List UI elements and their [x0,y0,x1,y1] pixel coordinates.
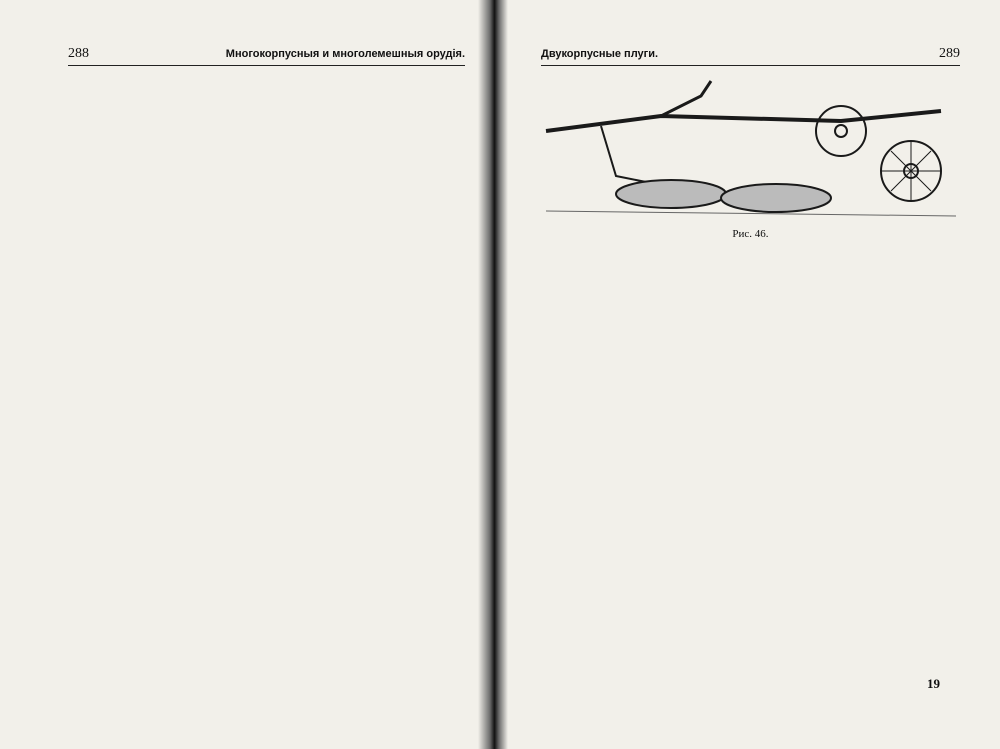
right-running-title: Двукорпусные плуги. [541,48,659,60]
plough-figure [541,76,960,246]
left-page [0,0,493,749]
book-spine [478,0,508,749]
signature-number: 19 [927,676,940,691]
figure-caption: Рис. 46. [732,228,769,240]
plough-illustration [541,76,960,226]
right-page [493,0,1000,749]
right-page-number: 289 [939,46,960,61]
right-running-head [541,46,960,66]
left-page-number: 288 [68,46,89,61]
left-running-head [68,46,465,66]
left-running-title: Многокорпусныя и многолемешныя орудія. [225,48,465,60]
